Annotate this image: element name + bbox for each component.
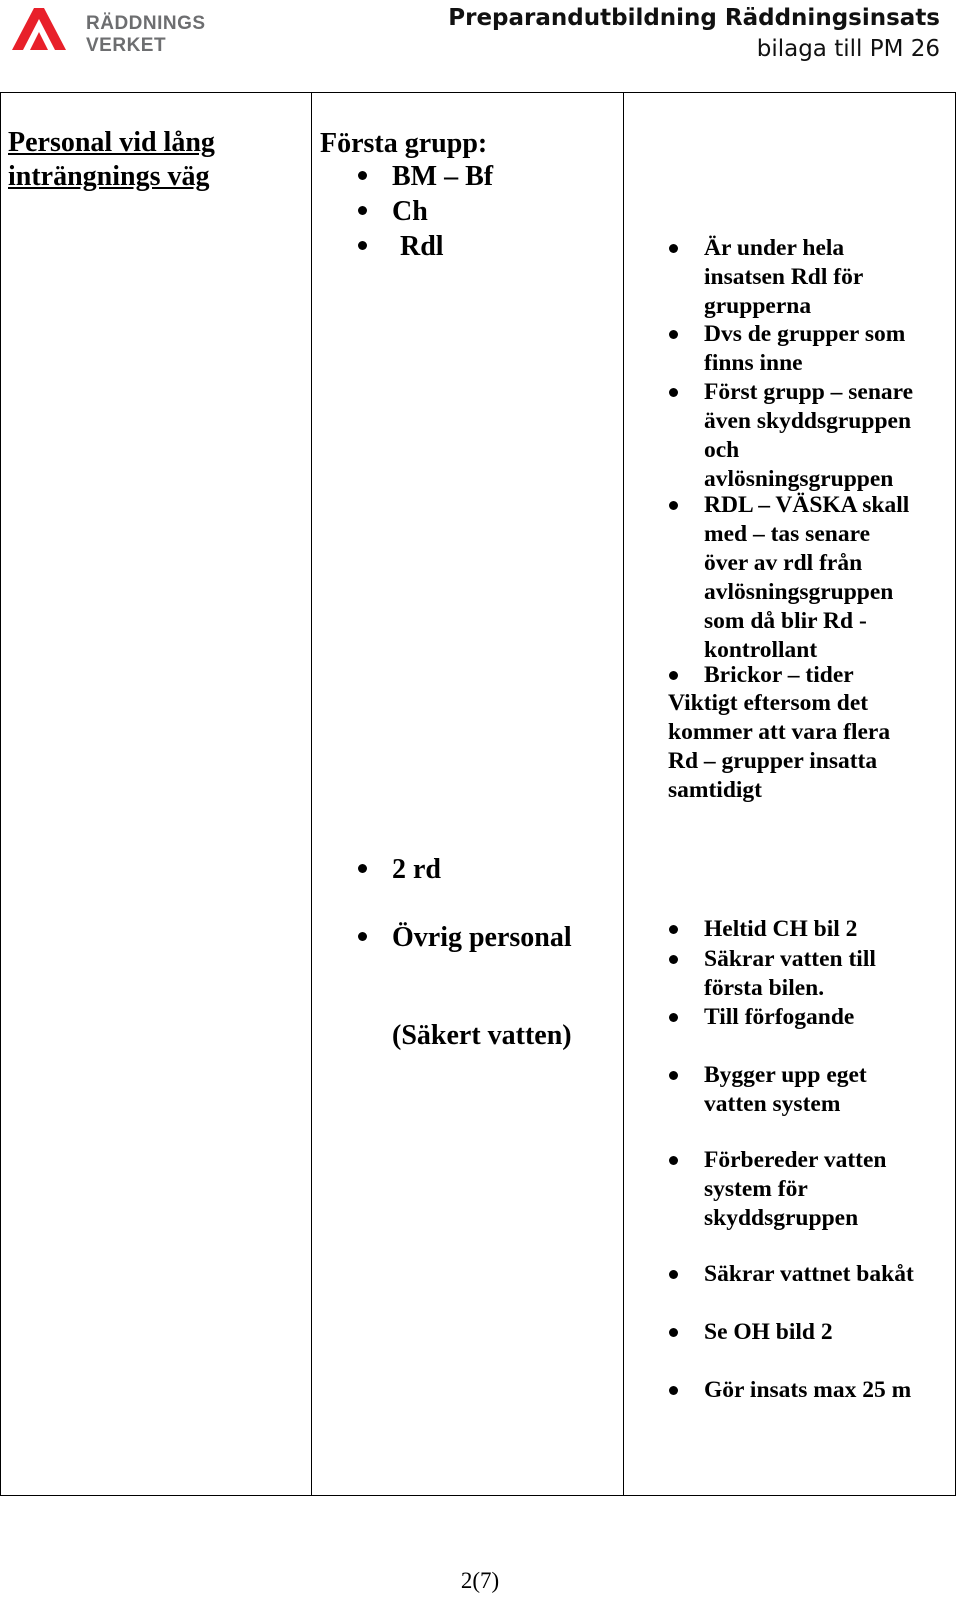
text-line: med – tas senare [704, 521, 871, 547]
bullet-icon [669, 1328, 678, 1337]
text-line: avlösningsgruppen [704, 579, 894, 605]
text-line: skyddsgruppen [704, 1205, 859, 1231]
rdl-note-text [668, 689, 928, 805]
bullet-icon [669, 244, 678, 253]
bullet-icon [669, 925, 678, 934]
group1-heading: Första grupp: [320, 128, 488, 159]
other-note-item [704, 945, 938, 1003]
logo-line-2: VERKET [86, 35, 167, 56]
text-line: första bilen. [704, 975, 825, 1001]
bullet-icon [669, 330, 678, 339]
other-note-item: Säkrar vattnet bakåt [704, 1261, 914, 1287]
column-divider-1 [311, 92, 312, 1496]
group1-item: Ch [392, 196, 428, 227]
logo-line-1: RÄDDNINGS [86, 13, 206, 34]
bullet-icon [669, 388, 678, 397]
group1-item: BM – Bf [392, 161, 494, 192]
text-line: Först grupp – senare [704, 379, 914, 405]
text-line: Viktigt eftersom det [668, 690, 869, 716]
bullet-icon [358, 864, 367, 873]
bullet-icon [358, 241, 367, 250]
bullet-icon [358, 206, 367, 215]
bullet-icon [669, 1270, 678, 1279]
text-line: insatsen Rdl för [704, 264, 864, 290]
bullet-icon [358, 171, 367, 180]
document-subtitle: bilaga till PM 26 [756, 36, 940, 62]
column-divider-2 [623, 92, 624, 1496]
bullet-icon [669, 955, 678, 964]
other-note-item: Se OH bild 2 [704, 1319, 833, 1345]
bullet-icon [669, 1386, 678, 1395]
group2-item: 2 rd [392, 854, 441, 885]
text-line: kommer att vara flera [668, 719, 891, 745]
other-note-item: Heltid CH bil 2 [704, 916, 858, 942]
rdl-note-item [704, 320, 938, 378]
text-line: Är under hela [704, 235, 845, 261]
text-line: vatten system [704, 1091, 841, 1117]
bullet-icon [669, 671, 678, 680]
bullet-icon [669, 1156, 678, 1165]
text-line: även skyddsgruppen [704, 408, 912, 434]
text-line: finns inne [704, 350, 803, 376]
text-line: som då blir Rd - [704, 608, 867, 634]
page-number: 2(7) [460, 1568, 500, 1593]
row-title [8, 126, 298, 194]
rdl-note-item [704, 491, 938, 665]
rdl-note-item: Brickor – tider [704, 662, 854, 688]
text-line: samtidigt [668, 777, 762, 803]
text-line: Förbereder vatten [704, 1147, 887, 1173]
text-line: kontrollant [704, 637, 818, 663]
text-line: RDL – VÄSKA skall [704, 492, 910, 518]
bullet-icon [669, 1013, 678, 1022]
text-line: och [704, 437, 740, 463]
bullet-icon [358, 932, 367, 941]
logo [8, 4, 208, 56]
other-note-item: Till förfogande [704, 1004, 855, 1030]
text-line: avlösningsgruppen [704, 466, 894, 492]
text-line: Dvs de grupper som [704, 321, 906, 347]
raddningsverket-logo-icon [8, 4, 70, 56]
text-line: Bygger upp eget [704, 1062, 867, 1088]
text-line: Säkrar vatten till [704, 946, 876, 972]
document-title: Preparandutbildning Räddningsinsats [448, 5, 940, 31]
logo-wordmark [86, 13, 206, 57]
rdl-note-item [704, 234, 938, 321]
row-title-line-2: inträngnings väg [8, 161, 210, 192]
rdl-note-item [704, 378, 938, 494]
other-note-item [704, 1146, 938, 1233]
bullet-icon [669, 1071, 678, 1080]
group2-note: (Säkert vatten) [392, 1020, 572, 1051]
text-line: system för [704, 1176, 808, 1202]
text-line: Rd – grupper insatta [668, 748, 878, 774]
text-line: över av rdl från [704, 550, 863, 576]
group1-item: Rdl [400, 231, 444, 262]
other-note-item: Gör insats max 25 m [704, 1377, 912, 1403]
bullet-icon [669, 501, 678, 510]
row-title-line-1: Personal vid lång [8, 127, 215, 158]
group2-item: Övrig personal [392, 922, 572, 953]
other-note-item [704, 1061, 938, 1119]
text-line: grupperna [704, 293, 812, 319]
